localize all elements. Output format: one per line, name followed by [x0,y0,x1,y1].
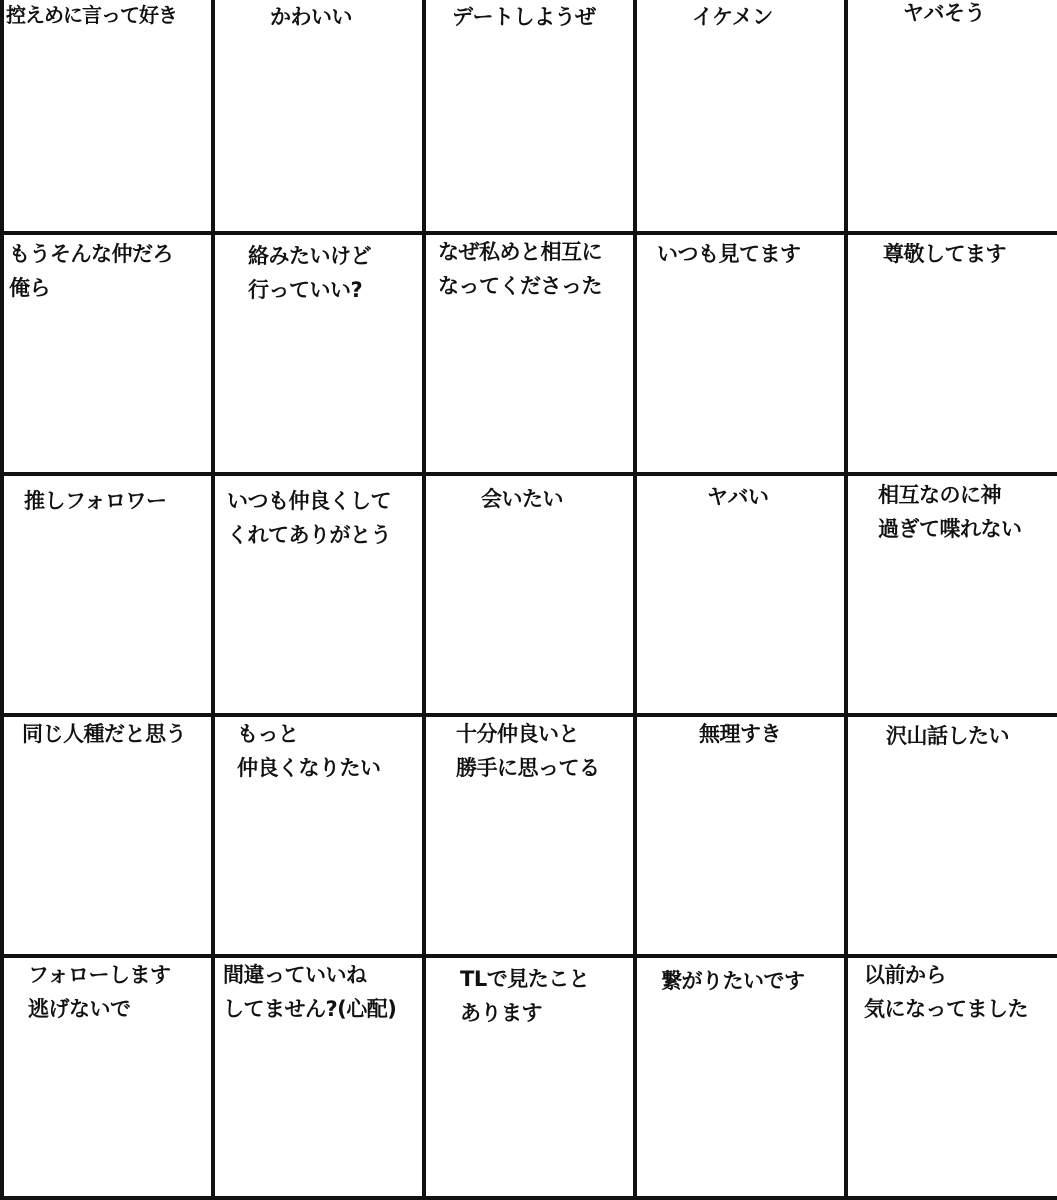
cell-label: 間違っていいね してません?(心配) [223,963,397,1021]
grid-cell [637,235,848,476]
grid-cell [4,235,215,476]
cell-label: TLで見たこと あります [460,967,590,1025]
cell-label: なぜ私めと相互に なってくださった [438,240,602,298]
grid-cell [426,476,637,717]
grid-cell [215,717,426,958]
cell-label: もっと 仲良くなりたい [237,722,381,780]
cell-label: かわいい [270,5,352,29]
grid-cell [426,958,637,1200]
cell-label: 無理すき [699,722,781,746]
grid-cell [848,0,1057,235]
grid-cell [637,958,848,1200]
cell-label: いつも仲良くして くれてありがとう [227,489,391,547]
cell-label: 同じ人種だと思う [22,722,186,746]
grid-cell [637,476,848,717]
cell-label: デートしようぜ [452,5,596,29]
cell-label: フォローします 逃げないで [28,963,171,1021]
grid-cell [215,0,426,235]
cell-label: 以前から 気になってました [864,963,1028,1021]
grid-cell [215,235,426,476]
grid-cell [426,717,637,958]
grid-cell [848,235,1057,476]
grid-cell [4,0,215,235]
cell-label: 尊敬してます [883,242,1006,266]
grid-cell [4,958,215,1200]
cell-label: いつも見てます [657,242,801,266]
grid-cell [426,235,637,476]
cell-label: ヤバそう [903,1,985,25]
cell-label: 推しフォロワー [24,489,167,513]
cell-label: 繋がりたいです [661,969,805,993]
cell-label: 絡みたいけど 行っていい? [248,244,371,302]
cell-label: もうそんな仲だろ 俺ら [9,242,173,300]
cell-label: 相互なのに神 過ぎて喋れない [878,483,1022,541]
cell-label: 控えめに言って好き [6,3,177,27]
grid-cell [848,958,1057,1200]
grid-cell [426,0,637,235]
grid-cell [848,717,1057,958]
grid-cell [637,0,848,235]
grid-cell [215,958,426,1200]
grid-cell [4,717,215,958]
grid-cell [4,476,215,717]
cell-label: 十分仲良いと 勝手に思ってる [456,722,600,780]
cell-label: 会いたい [481,487,563,511]
cell-label: イケメン [692,5,773,29]
grid-cell [215,476,426,717]
grid-cell [848,476,1057,717]
grid-cell [637,717,848,958]
cell-label: 沢山話したい [886,724,1009,748]
cell-label: ヤバい [707,485,769,509]
